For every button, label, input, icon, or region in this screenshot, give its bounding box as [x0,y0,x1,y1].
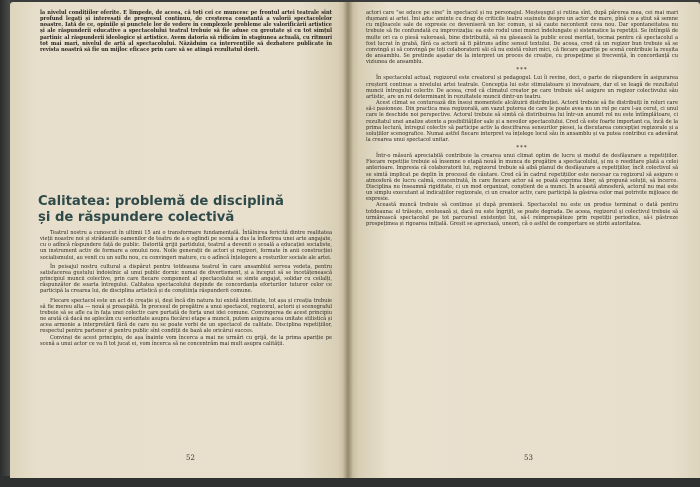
article-title [38,194,328,225]
left-paragraph-2: În peisajul nostru cultural a dispărut pentru totdeauna teatrul în care ansamblul servea vedeta, pentru satisfacerea gustului îndoielnic al unui public dornic numai de divertisment, și a început să se încetățenească principiul muncii colective, prin care fiecare component al spectacolului se simte angajat, solidar cu ceilalți, răspunzător de soarta întregului. Calitatea spectacolului depinde de concordanța eforturilor tuturor celor ce participă la crearea lui, de disciplina artistică și de conștiința răspunderii comune. [40,263,332,295]
left-paragraph-4: Convinși de acest principiu, de așa înainte vom încerca a mai ne urmări cu grijă, de la prima apariție pe scenă a unui actor ce va fi tot jucat ei, vom încerca să ne concentrăm mai mult asupra calității. [40,334,332,347]
left-page-number: 52 [186,454,195,462]
right-page [348,2,700,478]
right-page-body [366,10,678,227]
book-gutter-shadow [343,2,353,478]
left-page [10,2,348,478]
article-title-line-1: Calitatea: problemă de disciplină [38,194,284,209]
left-page-body [40,230,332,347]
intro-paragraph: la nivelul condițiilor oferite. E limpede, de aceea, că toți cei ce muncesc pe frontul artei teatrale sînt profund legați și interesați de progresul continuu, de creșterea constantă a valorii spectacolelor noastre. Iată de ce, opiniile și punctele lor de vedere în complexele probleme ale valorificării artistice și ale răspunderii educative a spectacolului teatral trebuie să fie aduse cu greutate și cu tot simțul partinic al răspunderii ideologice și artistice. Avem datoria să ridicăm în stagiunea actuală, cu ritmuri tot mai mari, nivelul de artă al spectacolului. Năzăduim ca intervențiile să dezbatere publicate în revista noastră să fie un mijloc eficace prin care să se atingă rezultatul dorit. [40,10,332,53]
left-paragraph-1: Teatrul nostru a cunoscut în ultimii 15 ani o transformare fundamentală. Întâlnirea fericită dintre realitatea vieții noastre noi și strădaniile oamenilor de teatru de a o oglindi pe scenă a dus la înflorirea unei arte angajate, cu o adîncă răspundere față de public. Datorită grijii partidului, teatrul a devenit o școală a educației socialiste, un instrument activ de formare a omului nou. Noile generații de actori și regizori, formate în anii construcției socialismului, au venit cu un suflu nou, cu convingeri mature, cu o adîncă înțelegere a rosturilor sociale ale artei. [40,230,332,261]
article-title-line-2: și de răspundere colectivă [38,209,235,225]
left-paragraph-3: Fiecare spectacol este un act de creație și, deși încă din natura lui există identitate, tot așa și creația trebuie să fie mereu alta — nouă și proaspătă. În procesul de pregătire a unui spectacol, regizorul, actorii și scenograful trebuie să se afle ca în fața unei colectiv care purtată de forța unei idei comune. Convingerea de acest principiu ne arată că dacă ne aplecăm cu seriozitate asupra fiecărei etape a muncii, putem asigura acea unitate stilistică și acea armonie a interpretării fără de care nu se poate vorbi de un spectacol de calitate. Disciplina repetițiilor, respectul pentru partener și pentru public sînt condiții de bază ale oricărui succes. [40,297,332,335]
section-divider-2: *** [516,145,528,152]
right-paragraph-middle-2: Acest climat se conturează din înseși momentele alcătuirii distribuției. Actorii trebuie să fie distribuiți în roluri care să-i pasioneze. Din practica mea regizorală, am vazut puterea de care le poate avea nu un rol pe care l-au cerut, ci unul care le deschide noi perspective. Actorul trebuie să simtă că distribuirea lui într-un anumit rol nu este întîmplătoare, ci rezultatul unei analize atente a posibilităților sale și a nevoilor spectacolului. Cred că este foarte important ca, încă de la prima lectură, întregul colectiv să participe activ la descifrarea sensurilor piesei, la discutarea concepției regizorale și a soluțiilor scenografice. Numai astfel fiecare interpret va înțelege locul său în ansamblu și va putea contribui cu adevărat la crearea unui spectacol unitar. [366,100,678,143]
right-paragraph-bottom-2: Această muncă trebuie să continue și după premieră. Spectacolul nu este un produs terminat o dată pentru totdeauna: el trăiește, evoluează și, dacă nu este îngrijit, se poate degrada. De aceea, regizorul și colectivul trebuie să urmărească spectacolul pe tot parcursul existenței lui, să-l reîmprospăteze prin repetiții periodice, să-i păstreze prospețimea și rigoarea inițială. Greșit se apreciază, uneori, că o astfel de comportare se știrbi autoritatea. [366,202,678,227]
right-paragraph-bottom-1: Într-o măsură apreciabilă contribuie la crearea unui climat optim de lucru și modul de desfășurare a repetițiilor. Fiecare repetiție trebuie să însemne o etapă nouă în munca de pregătire a spectacolului, și nu o reeditare plată a celei anterioare. Impresia că colaboratorii lui, regizorul trebuie să aibă planul de desfășurare a repetițiilor, încît colectivul să se simtă implicat pe deplin în procesul de căutare. Cred că în cadrul repetițiilor este necesar ca regizorul să asigure o atmosferă de lucru calmă, concentrată, în care fiecare actor să se poată exprima liber, să propună soluții, să încerce. Disciplina nu înseamnă rigiditate, ci un mod organizat, conștient de a munci. În această atmosferă, actorul nu mai este un simplu executant al indicațiilor regizorale, ci un creator activ, care participă la găsirea celor mai potrivite mijloace de expresie. [366,153,678,203]
section-divider-1: *** [516,67,528,74]
right-page-number: 53 [524,454,533,462]
right-paragraph-top: actori care "se educe pe sine" în spectacol și nu personajul. Meșteșugul și rutina sînt, după părerea mea, cei mai mari dușmani ai artei. Îmi aduc aminte cu drag de criticile teatru sușinute despre un actor de mare, pînă ce a știut să semne cu mijloacele sale de expresie ce deveniseră un loc comun, și să caute necontenit ceva nou. Dar spontaneitatea nu trebuie să fie confundată cu improvizația: ea este rodul unei munci îndelungate și sistematice la repetiții. Se întîmplă de multe ori ca o piesă valoroasă, bine distribuită, să nu găsească la public ecoul meritat, tocmai pentru că spectacolul a fost lucrat în grabă, fără ca actorii să fi pătruns adînc sensul textului. De aceea, cred că un regizor bun trebuie să se convingă și să convingă pe toți colaboratorii săi că nu există roluri mici, că fiecare apariție pe scenă contribuie la reușita de ansamblu. Se pretinde așadar de la interpret un proces de creație, cu prospețime și frecvență, în concordanță cu viziunea de ansamblu. [366,10,678,66]
frame-left-edge [0,0,10,487]
right-paragraph-middle-1: În spectacolul actual, regizorul este creatorul și pedagogul. Lui îi revine, deci, o parte de răspundere în asigurarea creșterii continue a nivelului artei teatrale. Concepția lui este stimulatoare și inovatoare, dar el se leagă de rezultatul muncii întregului colectiv. De aceea, cred că climatul creator pe care trebuie să-l asigure un regizor colectivului său artistic, are un rol determinant în rezultatele muncii dintr-un teatru. [366,75,678,100]
intro-block [40,10,332,53]
